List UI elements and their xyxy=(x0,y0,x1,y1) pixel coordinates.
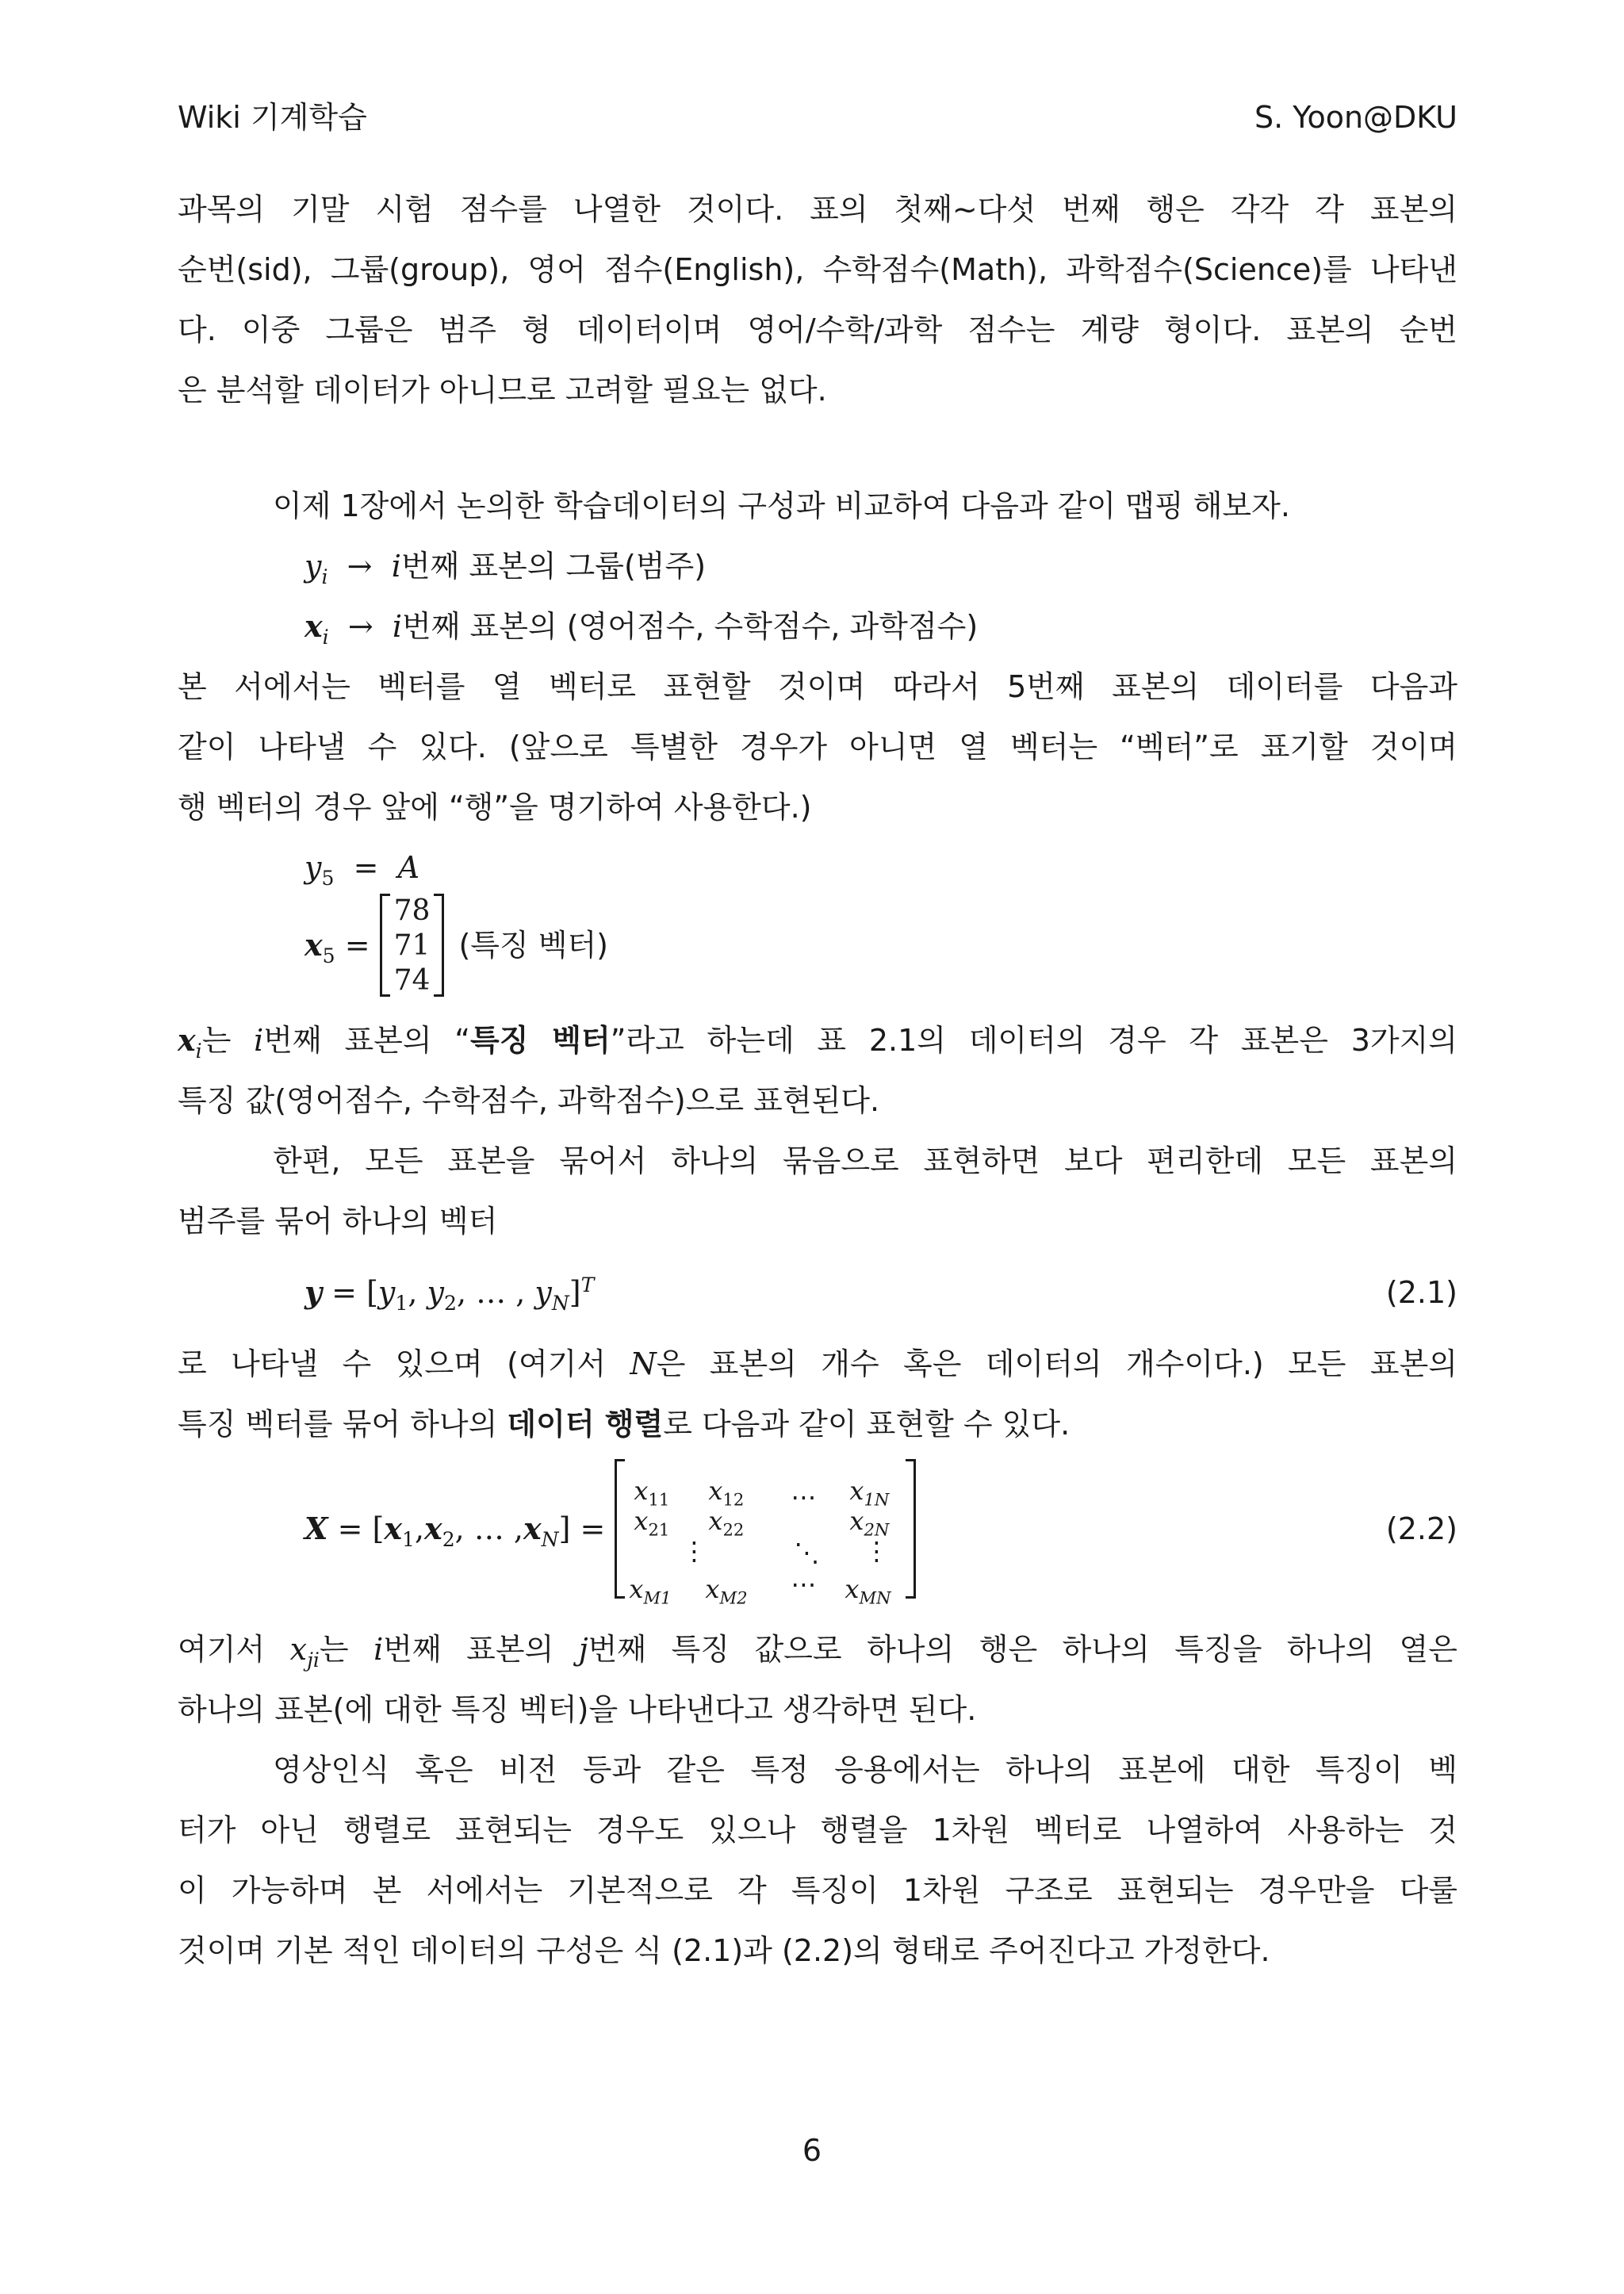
mapping-x: $x_i \to i$번째 표본의 (영어점수, 수학점수, 과학점수) xyxy=(304,608,979,649)
equation-number: (2.1) xyxy=(1385,1275,1457,1310)
text-line: 영상인식 혹은 비전 등과 같은 특정 응용에서는 하나의 표본에 대한 특징이 벡 xyxy=(273,1752,1457,1787)
feature-vector: 78 71 74 xyxy=(380,894,445,997)
text-line: 다. 이중 그룹은 범주 형 데이터이며 영어/수학/과학 점수는 계량 형이다. 표본의 순번 xyxy=(178,312,1457,347)
paragraph-vector-notation xyxy=(178,657,1457,837)
header-title: Wiki 기계학습 xyxy=(178,100,367,135)
page-number: 6 xyxy=(802,2133,822,2168)
mapping-y: $y_i \to i$번째 표본의 그룹(범주) xyxy=(304,549,707,588)
text-line: 본 서에서는 벡터를 열 벡터로 표현할 것이며 따라서 5번째 표본의 데이터를 다음과 xyxy=(178,669,1457,704)
paragraph-conclusion xyxy=(178,1740,1457,1981)
text-line: 범주를 묶어 하나의 벡터 xyxy=(178,1204,498,1239)
text-line: 한편, 모든 표본을 묶어서 하나의 묶음으로 표현하면 보다 편리한데 모든 표본의 xyxy=(273,1143,1457,1178)
paragraph-data-matrix xyxy=(178,1334,1457,1454)
paragraph-grouping xyxy=(178,1131,1457,1251)
text-line: 특징 값(영어점수, 수학점수, 과학점수)으로 표현된다. xyxy=(178,1083,880,1118)
text-line: 터가 아닌 행렬로 표현되는 경우도 있으나 행렬을 1차원 벡터로 나열하여 사용하는 것 xyxy=(178,1813,1457,1848)
text-line: 행 벡터의 경우 앞에 “행”을 명기하여 사용한다.) xyxy=(178,790,812,825)
paragraph-intro xyxy=(178,179,1457,420)
text-line: 이제 1장에서 논의한 학습데이터의 구성과 비교하여 다음과 같이 맵핑 해보자. xyxy=(273,488,1290,523)
text-line: 은 분석할 데이터가 아니므로 고려할 필요는 없다. xyxy=(178,373,827,408)
text-line: 여기서 $x_{ji}$는 i번째 표본의 j번째 특징 값으로 하나의 행은 하나의 특징을 하나의 열은 xyxy=(178,1632,1457,1672)
text-line: $x_i$는 i번째 표본의 “특징 벡터”라고 하는데 표 2.1의 데이터의 경우 각 표본은 3가지의 xyxy=(178,1022,1458,1063)
text-line: 것이며 기본 적인 데이터의 구성은 식 (2.1)과 (2.2)의 형태로 주어진다고 가정한다. xyxy=(178,1933,1270,1968)
text-line: 하나의 표본(에 대한 특징 벡터)을 나타낸다고 생각하면 된다. xyxy=(178,1692,977,1727)
text-line: 로 나타낼 수 있으며 (여기서 N은 표본의 개수 혹은 데이터의 개수이다.) 모든 표본의 xyxy=(178,1346,1458,1381)
text-line: 이 가능하며 본 서에서는 기본적으로 각 특징이 1차원 구조로 표현되는 경우만을 다룰 xyxy=(178,1873,1457,1908)
document-page: Wiki 기계학습 S. Yoon@DKU 과목의 기말 시험 점수를 나열한 것이다. 표의 첫째~다섯 번째 행은 각각 각 표본의 순번(sid), 그룹(group), 영어 점수(English), 수학점수(Math), 과학점수(Science)를 나타낸 다. 이중 그룹은 범주 형 데이터이며 영어/수학/과학 점수는 계량 형이다. 표본의 순번 은 분석할 데이터가 아니므로 고려할 필요는 없다. 이제 1장에서 논의한 학습데이터의 구성과 비교하여 다음과 같이 맵핑 해보자. $y_i \to i$번째 표본의 그룹(범주) $x_i \to i$번째 표본의 (영어점수, 수학점수, 과학점수) 본 서에서는 벡터를 열 벡터로 표현할 것이며 따라서 5번째 표본의 데이터를 다음과 같이 나타낼 수 있다. (앞으로 특별한 경우가 아니면 열 벡터는 “벡터”로 표기할 것이며 행 벡터의 경우 앞에 “행”을 명기하여 사용한다.) $y_5 = A$ $x_5$ = 78 71 74 (특징 벡터) $x_i$는 i번째 표본의 “특징 벡터”라고 하는데 표 2.1의 데이터의 경우 각 표본은 3가지의 특징 값(영어점수, 수학점수, 과학점수)으로 표현된다. 한편, 모든 표본을 묶어서 하나의 묶음으로 표현하면 보다 편리한데 모든 표본의 범주를 묶어 하나의 벡터 $y = [y_1$, $y_2$, … , $y_N]^T$ (2.1) 로 나타낼 수 있으며 (여기서 N은 표본의 개수 혹은 데이터의 개수이다.) 모든 표본의 특징 벡터를 묶어 하나의 데이터 행렬로 다음과 같이 표현할 수 있다. X = [ $x_1$ , $x_2$ , … , $x_N$ ] = $x_{11}$ $x_{12}$ ⋯ $x_{1N}$ $x_{21}$ $x_{22}$ $x_{2N}$ ⋮ ⋱ ⋮ $x_{M1}$ $x_{M2}$ ⋯ $x_{MN}$ (2.2) 여기서 $x_{ji}$는 i번째 표본의 j번째 특징 값으로 하나의 행은 하나의 특징을 하나의 열은 하나의 표본(에 대한 특징 벡터)을 나타낸다고 생각하면 된다. 영상인식 혹은 비전 등과 같은 특정 응용에서는 하나의 표본에 대한 특징이 벡 터가 아닌 행렬로 표현되는 경우도 있으나 행렬을 1차원 벡터로 나열하여 사용하는 것 이 가능하며 본 서에서는 기본적으로 각 특징이 1차원 구조로 표현되는 경우만을 다룰 것이며 기본 적인 데이터의 구성은 식 (2.1)과 (2.2)의 형태로 주어진다고 가정한다. 6 xyxy=(0,0,1624,2294)
header-author: S. Yoon@DKU xyxy=(1254,100,1457,135)
text-line: 특징 벡터를 묶어 하나의 데이터 행렬로 다음과 같이 표현할 수 있다. xyxy=(178,1407,1071,1442)
paragraph-feature-vector xyxy=(178,1010,1457,1131)
text-line: 순번(sid), 그룹(group), 영어 점수(English), 수학점수(Math), 과학점수(Science)를 나타낸 xyxy=(178,252,1457,287)
paragraph-mapping xyxy=(178,476,1457,536)
text-line: 같이 나타낼 수 있다. (앞으로 특별한 경우가 아니면 열 벡터는 “벡터”로 표기할 것이며 xyxy=(178,730,1457,764)
equation-number: (2.2) xyxy=(1385,1511,1457,1546)
paragraph-element-meaning xyxy=(178,1619,1457,1740)
text-line: 과목의 기말 시험 점수를 나열한 것이다. 표의 첫째~다섯 번째 행은 각각 각 표본의 xyxy=(178,192,1457,227)
data-matrix: $x_{11}$ $x_{12}$ ⋯ $x_{1N}$ $x_{21}$ $x_{22}$ $x_{2N}$ ⋮ ⋱ ⋮ $x_{M1}$ $x_{M2}$ ⋯ $x_{MN}$ xyxy=(615,1459,916,1599)
